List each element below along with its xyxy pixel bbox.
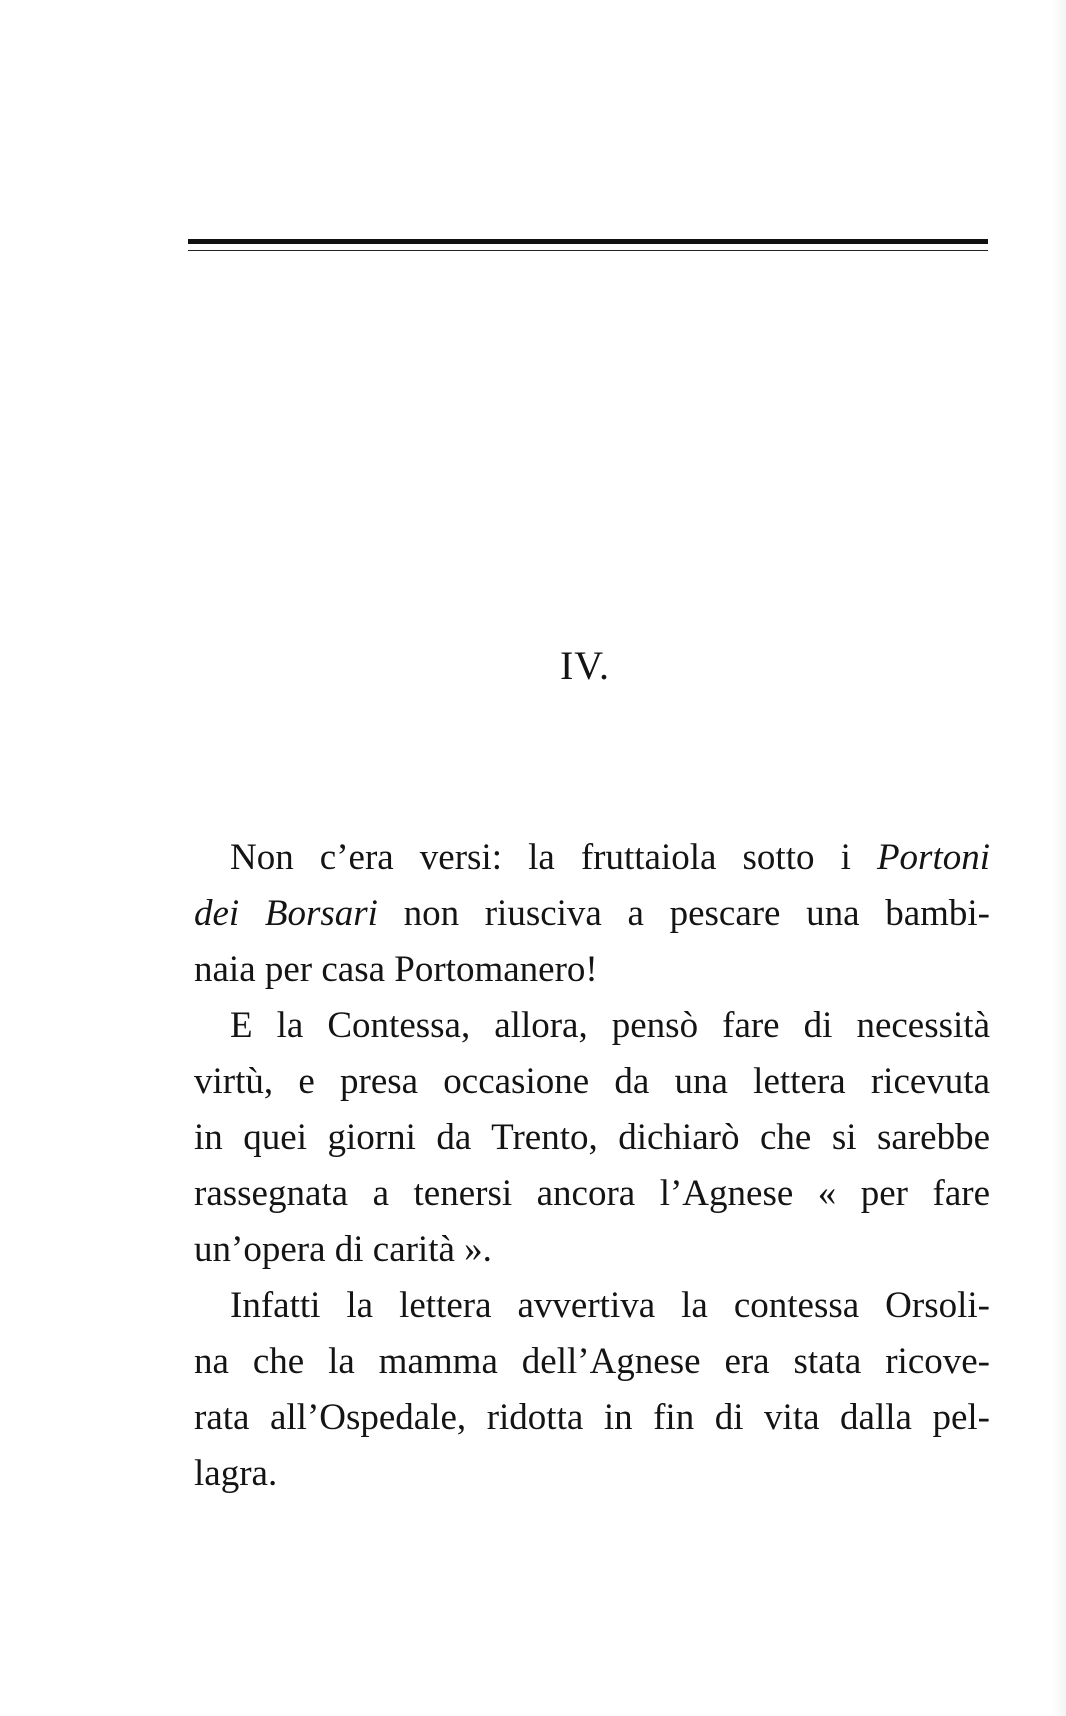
text-run: un’opera di carità ». <box>194 1229 492 1270</box>
text-line <box>194 942 990 998</box>
header-rule-thin <box>188 250 988 251</box>
text-run: Infatti la lettera avvertiva la contessa Orsoli- <box>230 1285 990 1326</box>
text-run: in quei giorni da Trento, dichiarò che si sarebbe <box>194 1117 990 1158</box>
text-line <box>194 1054 990 1110</box>
text-run: rassegnata a tenersi ancora l’Agnese « per fare <box>194 1173 990 1214</box>
text-run: Non c’era versi: la fruttaiola sotto i <box>230 837 877 878</box>
header-rule-thick <box>188 239 988 244</box>
text-line <box>194 1110 990 1166</box>
text-line <box>194 1390 990 1446</box>
text-run: naia per casa Portomanero! <box>194 949 598 990</box>
text-run: virtù, e presa occasione da una lettera ricevuta <box>194 1061 990 1102</box>
text-run: rata all’Ospedale, ridotta in fin di vita dalla pel- <box>194 1397 990 1438</box>
text-line <box>194 1446 990 1502</box>
text-run: lagra. <box>194 1453 278 1494</box>
page-edge <box>1052 0 1066 1716</box>
paragraph <box>194 1278 990 1502</box>
body-text <box>194 830 990 1502</box>
text-line <box>194 830 990 886</box>
text-line <box>194 1166 990 1222</box>
chapter-heading: IV. <box>559 643 611 688</box>
italic-text-run: dei Borsari <box>194 893 378 934</box>
text-line <box>194 1334 990 1390</box>
text-run: non riusciva a pescare una bambi- <box>377 893 991 934</box>
text-line <box>194 886 990 942</box>
text-line <box>194 1278 990 1334</box>
paragraph <box>194 998 990 1278</box>
paragraph <box>194 830 990 998</box>
text-run: na che la mamma dell’Agnese era stata ricove- <box>194 1341 990 1382</box>
italic-text-run: Portoni <box>876 837 990 878</box>
text-line <box>194 1222 990 1278</box>
text-line <box>194 998 990 1054</box>
text-run: E la Contessa, allora, pensò fare di necessità <box>230 1005 990 1046</box>
